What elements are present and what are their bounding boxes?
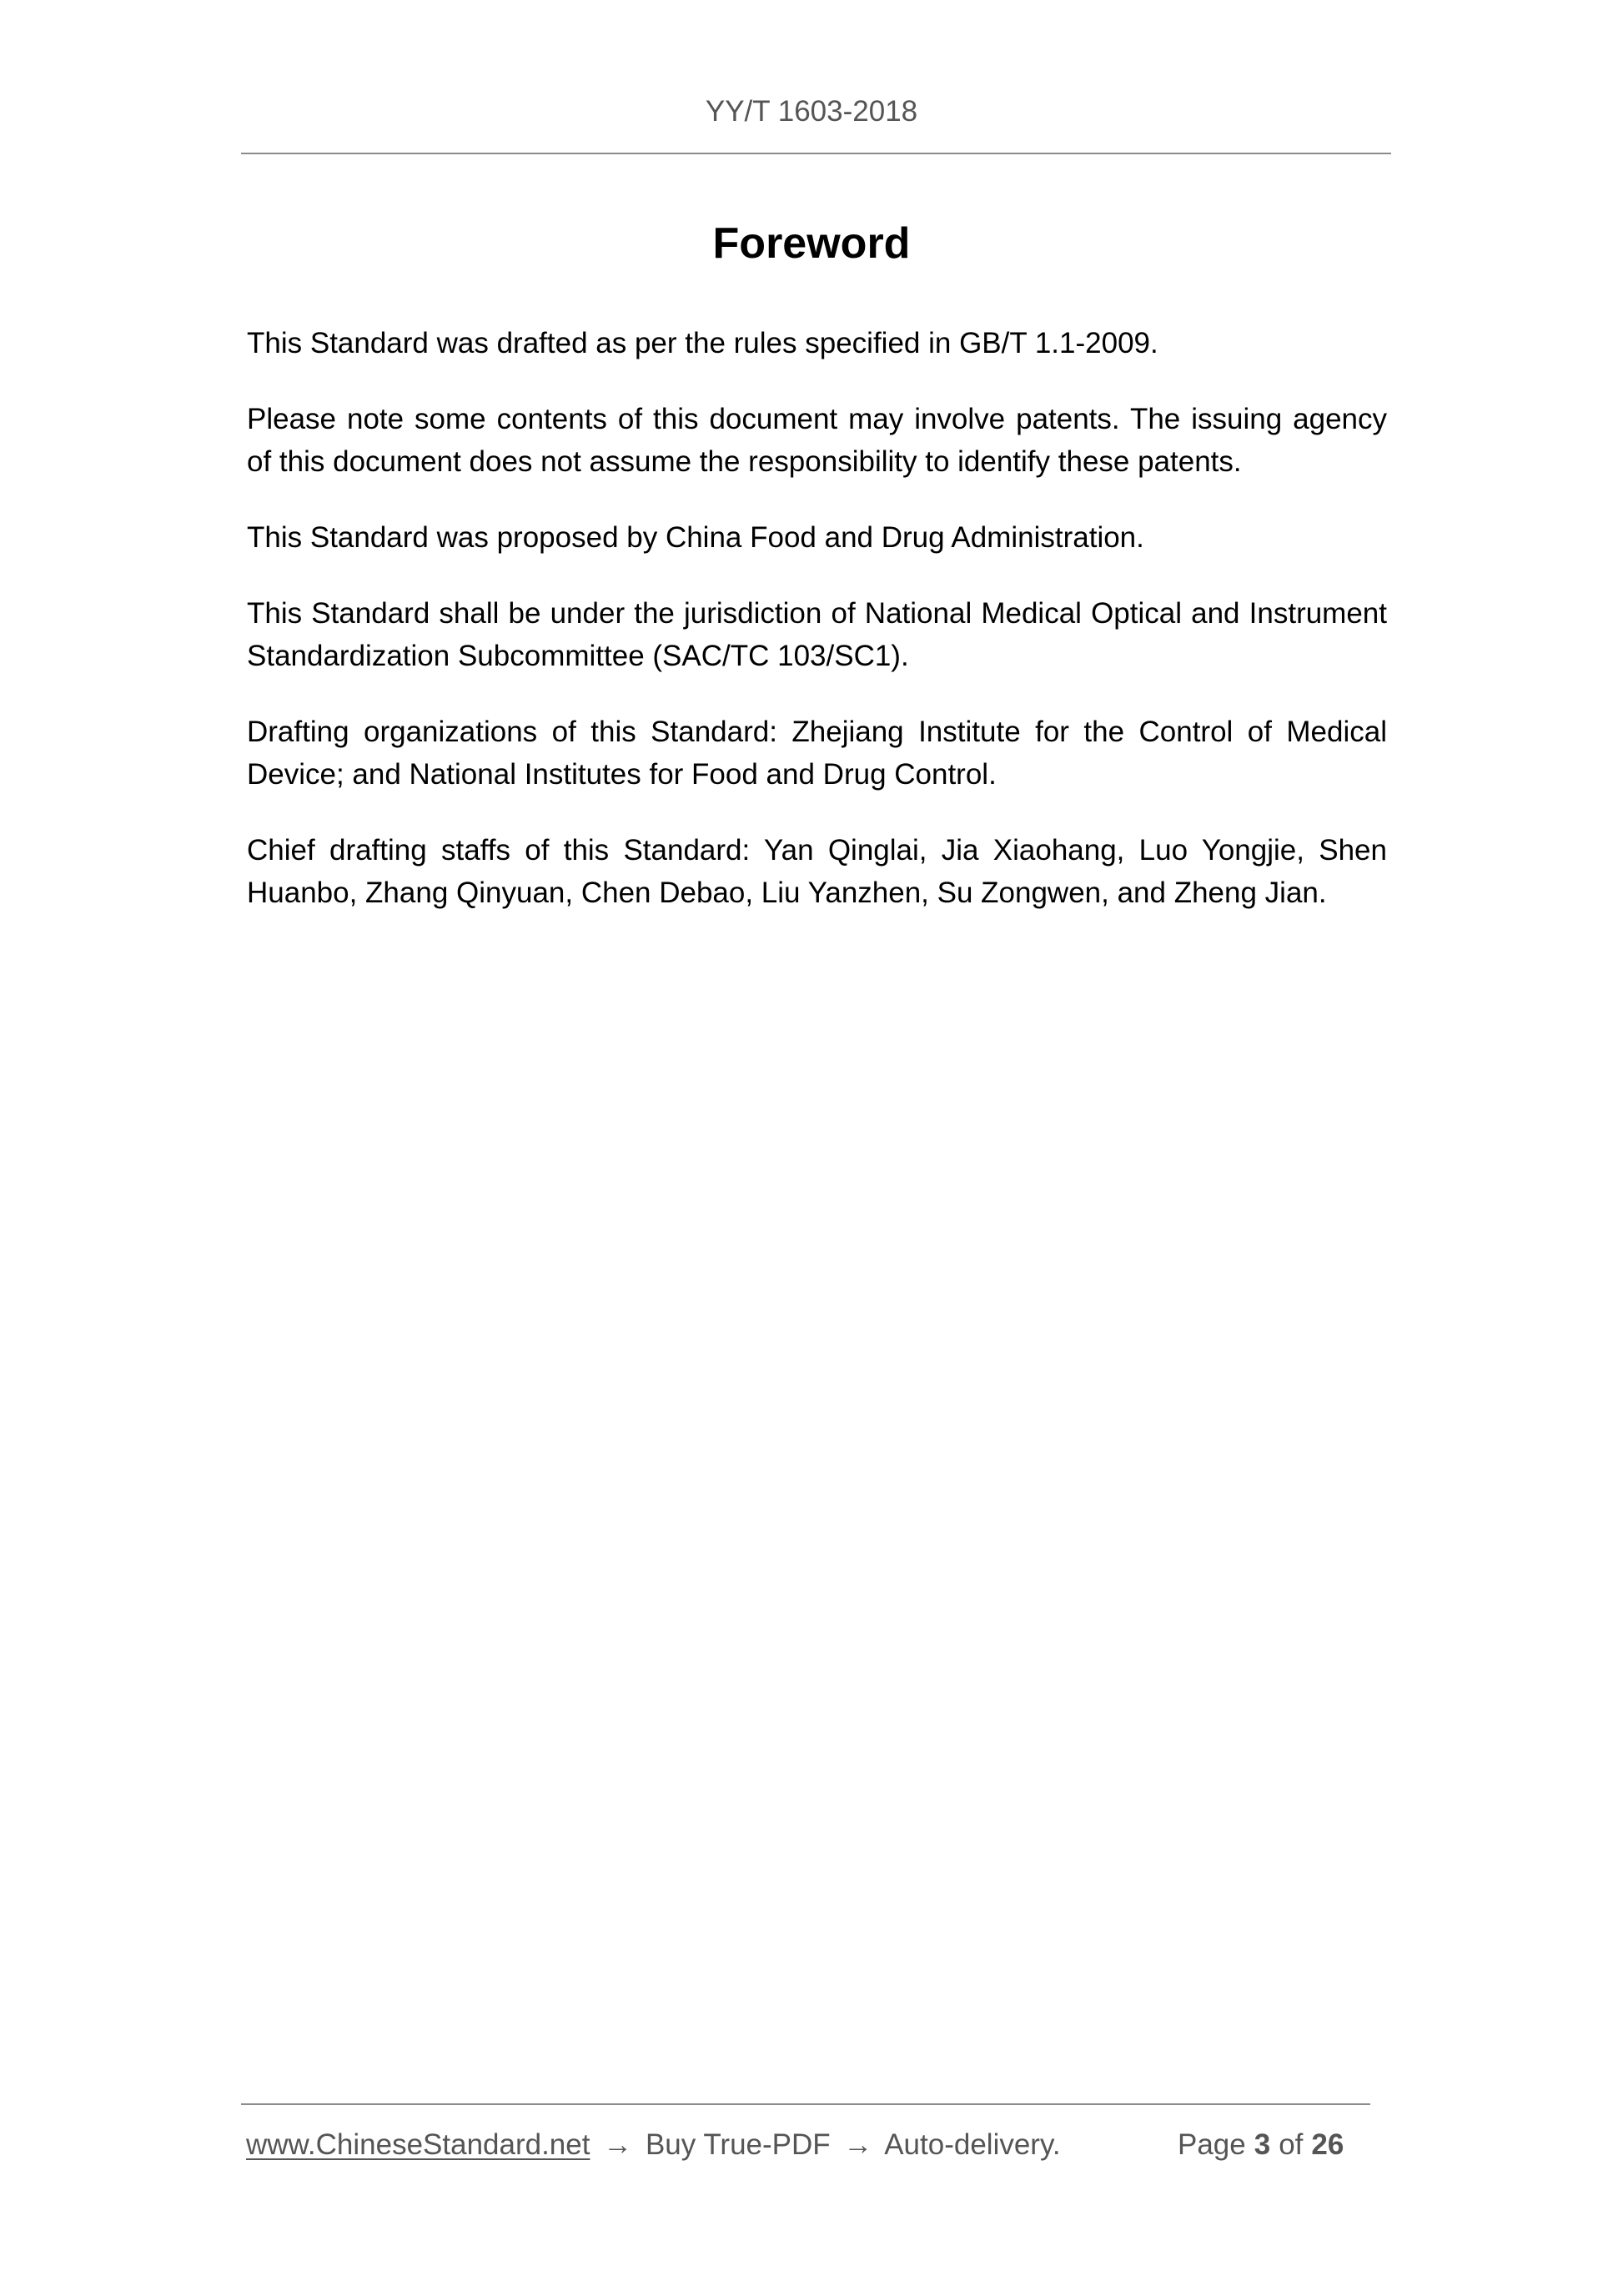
footer-step-delivery: Auto-delivery. [884,2128,1061,2161]
page-number [1178,2127,1344,2163]
of-label: of [1279,2128,1304,2161]
chinesestandard-link[interactable]: www.ChineseStandard.net [246,2128,590,2161]
page-current: 3 [1254,2128,1271,2161]
page-header-doc-code: YY/T 1603-2018 [705,95,918,128]
footer-purchase-line [246,2127,1061,2163]
arrow-right-icon: → [603,2128,633,2161]
arrow-right-icon: → [843,2128,873,2161]
foreword-body [247,322,1387,947]
paragraph-patents-note: Please note some contents of this document may involve patents. The issuing agency of this document does not assume the responsibility to identify these patents. [247,403,1387,478]
paragraph-drafting-rules: This Standard was drafted as per the rules specified in GB/T 1.1-2009. [247,327,1158,359]
paragraph-chief-drafting-staffs: Chief drafting staffs of this Standard: Yan Qinglai, Jia Xiaohang, Luo Yongjie, Shen Huanbo, Zhang Qinyuan, Chen Debao, Liu Yanzhen, Su Zongwen, and Zheng Jian. [247,834,1387,909]
header-divider [241,153,1391,154]
page-title: Foreword [712,219,911,268]
page-label: Page [1178,2128,1246,2161]
footer-divider [241,2103,1370,2105]
paragraph-drafting-organizations: Drafting organizations of this Standard: Zhejiang Institute for the Control of Medical Device; and National Institutes for Food and Drug Control. [247,716,1387,791]
paragraph-proposed-by: This Standard was proposed by China Food and Drug Administration. [247,521,1144,554]
paragraph-jurisdiction: This Standard shall be under the jurisdiction of National Medical Optical and Instrument Standardization Subcommittee (SAC/TC 103/SC1). [247,597,1387,672]
footer-step-buy: Buy True-PDF [645,2128,831,2161]
page-total: 26 [1311,2128,1344,2161]
